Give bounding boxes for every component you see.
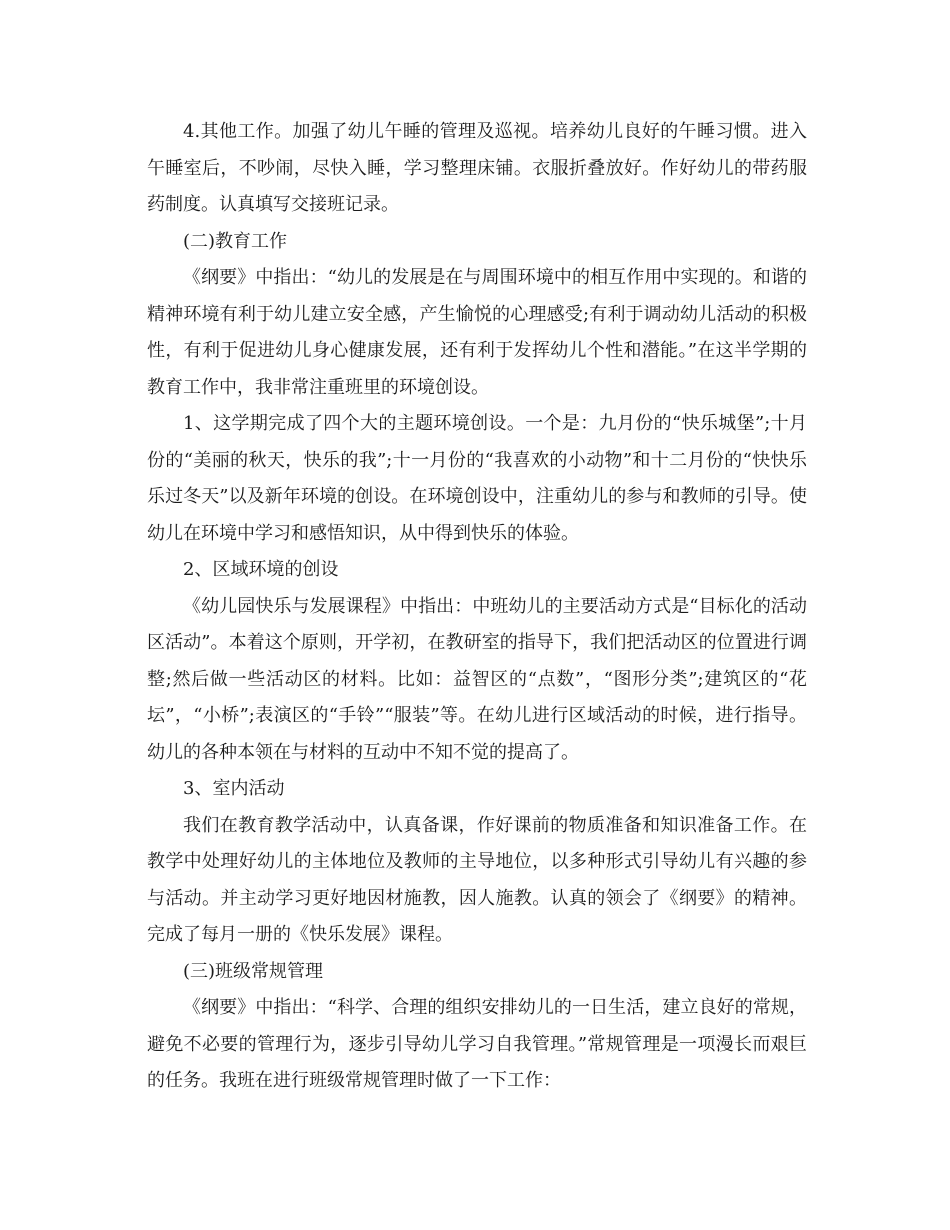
- paragraph-indoor-activities: 我们在教育教学活动中，认真备课，作好课前的物质准备和知识准备工作。在教学中处理好幼儿的主体地位及教师的主导地位，以多种形式引导幼儿有兴趣的参与活动。并主动学习更好地因材施教，因人施教。认真的领会了《纲要》的精神。完成了每月一册的《快乐发展》课程。: [147, 814, 807, 945]
- paragraph-area-activities: 《幼儿园快乐与发展课程》中指出：中班幼儿的主要活动方式是“目标化的活动区活动”。本着这个原则，开学初，在教研室的指导下，我们把活动区的位置进行调整;然后做一些活动区的材料。比如：益智区的“点数”，“图形分类”;建筑区的“花坛”，“小桥”;表演区的“手铃”“服装”等。在幼儿进行区域活动的时候，进行指导。幼儿的各种本领在与材料的互动中不知不觉的提高了。: [147, 595, 807, 763]
- heading-area-environment: 2、区域环境的创设: [183, 559, 339, 580]
- paragraph-outline-environment: 《纲要》中指出：“幼儿的发展是在与周围环境中的相互作用中实现的。和谐的精神环境有利于幼儿建立安全感，产生愉悦的心理感受;有利于调动幼儿活动的积极性，有利于促进幼儿身心健康发展，还有利于发挥幼儿个性和潜能。”在这半学期的教育工作中，我非常注重班里的环境创设。: [147, 267, 807, 398]
- document-body: [147, 114, 807, 1100]
- paragraph-other-work: 4.其他工作。加强了幼儿午睡的管理及巡视。培养幼儿良好的午睡习惯。进入午睡室后，不吵闹，尽快入睡，学习整理床铺。衣服折叠放好。作好幼儿的带药服药制度。认真填写交接班记录。: [147, 121, 807, 215]
- heading-indoor-activities: 3、室内活动: [183, 778, 285, 799]
- paragraph-theme-environment: 1、这学期完成了四个大的主题环境创设。一个是：九月份的“快乐城堡”;十月份的“美丽的秋天，快乐的我”;十一月份的“我喜欢的小动物”和十二月份的“快快乐乐过冬天”以及新年环境的创设。在环境创设中，注重幼儿的参与和教师的引导。使幼儿在环境中学习和感悟知识，从中得到快乐的体验。: [147, 413, 807, 544]
- paragraph-class-routine: 《纲要》中指出：“科学、合理的组织安排幼儿的一日生活，建立良好的常规，避免不必要的管理行为，逐步引导幼儿学习自我管理。”常规管理是一项漫长而艰巨的任务。我班在进行班级常规管理时做了一下工作：: [147, 997, 807, 1091]
- heading-education-work: (二)教育工作: [183, 230, 288, 252]
- heading-class-routine: (三)班级常规管理: [183, 960, 324, 982]
